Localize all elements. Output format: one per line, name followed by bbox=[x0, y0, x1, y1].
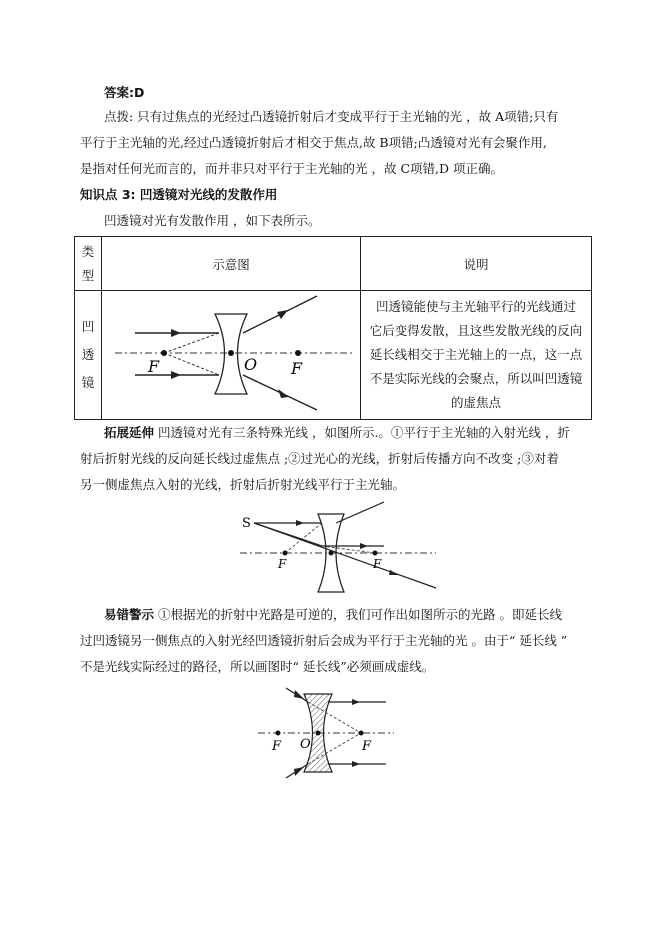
header-diagram-cell: 示意图 bbox=[102, 237, 361, 291]
tip-line-2: 平行于主光轴的光,经过凸透镜折射后才相交于焦点,故 B项错;凸透镜对光有会聚作用, bbox=[80, 135, 547, 150]
warning-label: 易错警示 bbox=[104, 607, 155, 622]
label-o-3: O bbox=[300, 737, 311, 752]
header-type-line-1: 类 bbox=[81, 243, 95, 259]
extension-text-1: 凹透镜对光有三条特殊光线 ，如图所示.。①平行于主光轴的入射光线 ，折 bbox=[154, 425, 570, 440]
answer-label: 答案: bbox=[104, 85, 134, 100]
three-rays-diagram bbox=[240, 508, 440, 598]
incident-ray-top bbox=[135, 329, 219, 337]
header-description-cell: 说明 bbox=[361, 237, 592, 291]
warning-line-3: 不是光线实际经过的路径，所以画图时“ 延长线”必须画成虚线。 bbox=[80, 659, 435, 674]
answer-line bbox=[104, 80, 144, 106]
label-f-right-3: F bbox=[362, 739, 372, 754]
desc-line-1: 凹透镜能使与主光轴平行的光线通过 bbox=[375, 299, 576, 314]
tip-line-1: 点拨: 只有过焦点的光经过凸透镜折射后才变成平行于主光轴的光 ，故 A项错;只有 bbox=[104, 109, 559, 124]
warning-text-1: ①根据光的折射中光路是可逆的，我们可作出如图所示的光路 。即延长线 bbox=[154, 607, 562, 622]
incident-ray-bottom-3 bbox=[286, 761, 386, 778]
section-intro: 凹透镜对光有发散作用 ，如下表所示。 bbox=[104, 213, 321, 228]
desc-line-3: 延长线相交于主光轴上的一点，这一点 bbox=[369, 347, 583, 362]
virtual-extension-lines bbox=[164, 333, 219, 375]
tip-line-3: 是指对任何光而言的，而并非只对平行于主光轴的光 ，故 C项错,D 项正确。 bbox=[80, 161, 503, 176]
focus-dot-right bbox=[295, 350, 301, 356]
row-type-line-3: 镜 bbox=[81, 375, 95, 390]
warning-line-2: 过凹透镜另一侧焦点的入射光经凹透镜折射后会成为平行于主光轴的光 。由于“ 延长线 ” bbox=[80, 633, 568, 648]
label-s: S bbox=[242, 516, 251, 531]
extension-line-1 bbox=[104, 420, 570, 446]
extension-line-3: 另一侧虚焦点入射的光线，折射后折射光线平行于主光轴。 bbox=[80, 477, 406, 492]
row-description-cell bbox=[361, 291, 592, 420]
refracted-ray-bottom bbox=[243, 375, 317, 410]
desc-line-4: 不是实际光线的会聚点，所以叫凹透镜 bbox=[369, 371, 583, 386]
focus-dot-left bbox=[161, 350, 167, 356]
section-title: 知识点 3: 凹透镜对光线的发散作用 bbox=[80, 187, 278, 202]
label-f-left: F bbox=[148, 357, 160, 376]
desc-line-5: 的虚焦点 bbox=[450, 395, 501, 410]
optical-center-dot-3 bbox=[316, 731, 321, 736]
row-type-cell bbox=[75, 291, 102, 420]
incident-ray-top-3 bbox=[286, 688, 386, 705]
optical-center-dot bbox=[228, 350, 234, 356]
focus-dot-right-2 bbox=[373, 551, 378, 556]
label-f-left-3: F bbox=[272, 739, 282, 754]
header-type-cell bbox=[75, 237, 102, 291]
label-o: O bbox=[244, 355, 258, 374]
row-type-line-2: 透 bbox=[81, 347, 95, 362]
focus-dot-left-3 bbox=[276, 731, 281, 736]
warning-line-1 bbox=[104, 602, 562, 628]
label-f-right-2: F bbox=[373, 557, 382, 571]
refracted-ray-top bbox=[243, 296, 317, 333]
focus-dot-right-3 bbox=[359, 731, 364, 736]
row-type-line-1: 凹 bbox=[81, 319, 95, 334]
reversible-path-diagram bbox=[258, 686, 398, 780]
answer-value: D bbox=[134, 85, 145, 100]
concave-lens-diagram bbox=[101, 290, 359, 418]
ray-toward-focus bbox=[254, 523, 384, 553]
extension-label: 拓展延伸 bbox=[104, 425, 155, 440]
optical-center-dot-2 bbox=[329, 551, 334, 556]
label-f-left-2: F bbox=[278, 557, 287, 571]
label-f-right: F bbox=[291, 359, 303, 378]
desc-line-2: 它后变得发散，且这些发散光线的反向 bbox=[369, 323, 583, 338]
header-type-line-2: 型 bbox=[81, 267, 95, 283]
table-header-row bbox=[75, 237, 592, 291]
focus-dot-left-2 bbox=[283, 551, 288, 556]
extension-line-2: 射后折射光线的反向延长线过虚焦点 ;②过光心的光线，折射后传播方向不改变 ;③对着 bbox=[80, 451, 559, 466]
